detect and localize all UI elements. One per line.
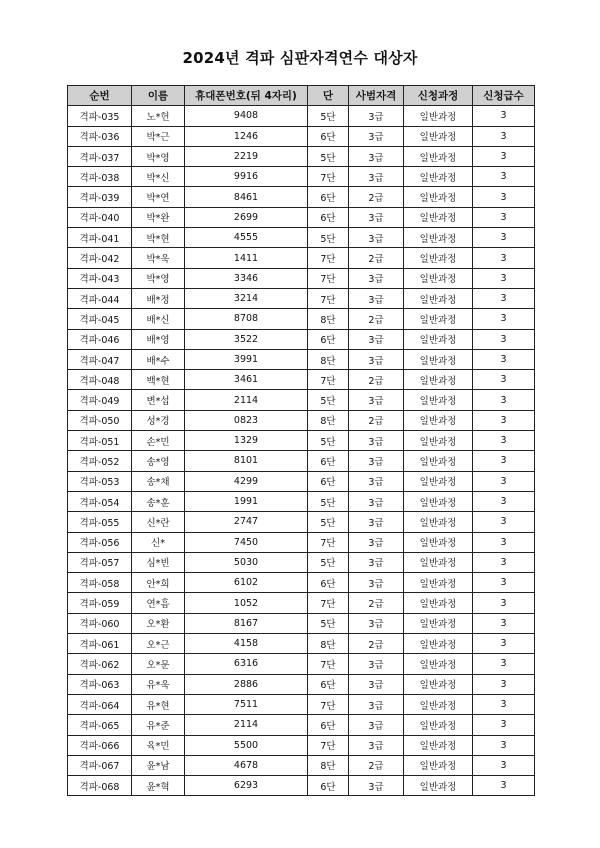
cell-applied-grade: 3 — [473, 755, 535, 775]
table-row — [68, 410, 535, 430]
cell-phone-last4: 2699 — [185, 207, 308, 227]
header-applied-grade: 신청급수 — [473, 86, 535, 106]
cell-serial-number: 격파-068 — [68, 776, 132, 796]
cell-phone-last4: 2886 — [185, 674, 308, 694]
cell-serial-number: 격파-053 — [68, 471, 132, 491]
cell-serial-number: 격파-048 — [68, 370, 132, 390]
cell-serial-number: 격파-047 — [68, 349, 132, 369]
table-row — [68, 288, 535, 308]
table-row — [68, 390, 535, 410]
cell-applied-grade: 3 — [473, 634, 535, 654]
cell-applied-course: 일반과정 — [404, 735, 473, 755]
cell-instructor-qualification: 3급 — [349, 471, 404, 491]
cell-name: 박*근 — [132, 126, 185, 146]
header-row — [68, 86, 535, 106]
cell-instructor-qualification: 3급 — [349, 715, 404, 735]
cell-name: 박*연 — [132, 187, 185, 207]
table-row — [68, 491, 535, 511]
table-row — [68, 187, 535, 207]
cell-name: 배*수 — [132, 349, 185, 369]
cell-serial-number: 격파-050 — [68, 410, 132, 430]
cell-applied-grade: 3 — [473, 512, 535, 532]
cell-dan: 5단 — [308, 146, 349, 166]
cell-applied-course: 일반과정 — [404, 248, 473, 268]
table-body — [68, 106, 535, 796]
cell-phone-last4: 1411 — [185, 248, 308, 268]
cell-dan: 5단 — [308, 552, 349, 572]
cell-applied-course: 일반과정 — [404, 187, 473, 207]
cell-dan: 6단 — [308, 715, 349, 735]
cell-serial-number: 격파-059 — [68, 593, 132, 613]
cell-phone-last4: 8101 — [185, 451, 308, 471]
cell-applied-grade: 3 — [473, 552, 535, 572]
cell-instructor-qualification: 3급 — [349, 654, 404, 674]
cell-instructor-qualification: 2급 — [349, 370, 404, 390]
cell-dan: 7단 — [308, 248, 349, 268]
cell-applied-course: 일반과정 — [404, 715, 473, 735]
cell-dan: 6단 — [308, 674, 349, 694]
cell-dan: 5단 — [308, 228, 349, 248]
cell-applied-grade: 3 — [473, 674, 535, 694]
cell-instructor-qualification: 3급 — [349, 512, 404, 532]
cell-name: 박*영 — [132, 146, 185, 166]
cell-dan: 5단 — [308, 491, 349, 511]
cell-instructor-qualification: 2급 — [349, 410, 404, 430]
cell-name: 육*민 — [132, 735, 185, 755]
cell-name: 안*희 — [132, 573, 185, 593]
cell-name: 유*욱 — [132, 674, 185, 694]
cell-phone-last4: 4299 — [185, 471, 308, 491]
cell-phone-last4: 7450 — [185, 532, 308, 552]
cell-dan: 6단 — [308, 207, 349, 227]
cell-serial-number: 격파-049 — [68, 390, 132, 410]
cell-name: 성*경 — [132, 410, 185, 430]
cell-applied-course: 일반과정 — [404, 431, 473, 451]
cell-applied-grade: 3 — [473, 106, 535, 126]
cell-instructor-qualification: 3급 — [349, 776, 404, 796]
cell-phone-last4: 8167 — [185, 613, 308, 633]
cell-applied-grade: 3 — [473, 167, 535, 187]
cell-name: 배*영 — [132, 329, 185, 349]
cell-applied-grade: 3 — [473, 491, 535, 511]
cell-name: 송*채 — [132, 471, 185, 491]
cell-dan: 6단 — [308, 451, 349, 471]
cell-serial-number: 격파-038 — [68, 167, 132, 187]
cell-applied-course: 일반과정 — [404, 349, 473, 369]
table-row — [68, 248, 535, 268]
cell-dan: 7단 — [308, 654, 349, 674]
table-row — [68, 370, 535, 390]
cell-instructor-qualification: 3급 — [349, 288, 404, 308]
cell-serial-number: 격파-051 — [68, 431, 132, 451]
cell-instructor-qualification: 3급 — [349, 573, 404, 593]
cell-name: 신* — [132, 532, 185, 552]
cell-name: 배*신 — [132, 309, 185, 329]
cell-serial-number: 격파-043 — [68, 268, 132, 288]
cell-applied-grade: 3 — [473, 593, 535, 613]
cell-applied-course: 일반과정 — [404, 167, 473, 187]
cell-applied-grade: 3 — [473, 248, 535, 268]
cell-phone-last4: 3346 — [185, 268, 308, 288]
cell-dan: 7단 — [308, 735, 349, 755]
cell-applied-grade: 3 — [473, 654, 535, 674]
cell-serial-number: 격파-041 — [68, 228, 132, 248]
cell-instructor-qualification: 3급 — [349, 431, 404, 451]
cell-serial-number: 격파-064 — [68, 694, 132, 714]
cell-phone-last4: 0823 — [185, 410, 308, 430]
cell-dan: 6단 — [308, 471, 349, 491]
cell-instructor-qualification: 3급 — [349, 329, 404, 349]
cell-phone-last4: 2114 — [185, 715, 308, 735]
cell-applied-grade: 3 — [473, 187, 535, 207]
cell-serial-number: 격파-065 — [68, 715, 132, 735]
cell-dan: 5단 — [308, 613, 349, 633]
cell-dan: 7단 — [308, 288, 349, 308]
cell-applied-grade: 3 — [473, 370, 535, 390]
table-header — [68, 86, 535, 106]
header-phone-last4: 휴대폰번호(뒤 4자리) — [185, 86, 308, 106]
cell-dan: 8단 — [308, 410, 349, 430]
cell-applied-course: 일반과정 — [404, 228, 473, 248]
cell-serial-number: 격파-058 — [68, 573, 132, 593]
cell-name: 노*헌 — [132, 106, 185, 126]
cell-dan: 6단 — [308, 126, 349, 146]
cell-instructor-qualification: 3급 — [349, 167, 404, 187]
cell-dan: 6단 — [308, 329, 349, 349]
cell-applied-grade: 3 — [473, 613, 535, 633]
cell-instructor-qualification: 3급 — [349, 735, 404, 755]
cell-applied-course: 일반과정 — [404, 552, 473, 572]
header-serial-number: 순번 — [68, 86, 132, 106]
cell-instructor-qualification: 3급 — [349, 146, 404, 166]
cell-applied-grade: 3 — [473, 694, 535, 714]
table-row — [68, 207, 535, 227]
cell-name: 윤*혁 — [132, 776, 185, 796]
cell-serial-number: 격파-039 — [68, 187, 132, 207]
table-row — [68, 715, 535, 735]
cell-applied-course: 일반과정 — [404, 207, 473, 227]
cell-phone-last4: 7511 — [185, 694, 308, 714]
cell-name: 심*빈 — [132, 552, 185, 572]
cell-applied-grade: 3 — [473, 431, 535, 451]
header-name: 이름 — [132, 86, 185, 106]
cell-dan: 7단 — [308, 167, 349, 187]
cell-dan: 8단 — [308, 309, 349, 329]
cell-serial-number: 격파-055 — [68, 512, 132, 532]
cell-phone-last4: 2219 — [185, 146, 308, 166]
cell-phone-last4: 9916 — [185, 167, 308, 187]
cell-phone-last4: 8708 — [185, 309, 308, 329]
table-row — [68, 349, 535, 369]
cell-applied-grade: 3 — [473, 471, 535, 491]
cell-dan: 6단 — [308, 573, 349, 593]
cell-applied-course: 일반과정 — [404, 694, 473, 714]
cell-instructor-qualification: 3급 — [349, 491, 404, 511]
table-row — [68, 755, 535, 775]
table-row — [68, 106, 535, 126]
cell-instructor-qualification: 2급 — [349, 248, 404, 268]
applicant-table — [67, 85, 535, 796]
cell-dan: 7단 — [308, 593, 349, 613]
table-row — [68, 451, 535, 471]
cell-serial-number: 격파-036 — [68, 126, 132, 146]
cell-phone-last4: 1246 — [185, 126, 308, 146]
cell-applied-grade: 3 — [473, 329, 535, 349]
cell-instructor-qualification: 3급 — [349, 228, 404, 248]
cell-phone-last4: 4678 — [185, 755, 308, 775]
table-row — [68, 167, 535, 187]
cell-name: 윤*남 — [132, 755, 185, 775]
table-row — [68, 146, 535, 166]
cell-applied-grade: 3 — [473, 146, 535, 166]
cell-phone-last4: 6293 — [185, 776, 308, 796]
cell-applied-grade: 3 — [473, 268, 535, 288]
cell-serial-number: 격파-062 — [68, 654, 132, 674]
cell-applied-course: 일반과정 — [404, 268, 473, 288]
cell-applied-course: 일반과정 — [404, 593, 473, 613]
cell-applied-course: 일반과정 — [404, 106, 473, 126]
header-instructor-qualification: 사범자격 — [349, 86, 404, 106]
cell-instructor-qualification: 2급 — [349, 755, 404, 775]
cell-phone-last4: 1052 — [185, 593, 308, 613]
cell-phone-last4: 6316 — [185, 654, 308, 674]
cell-serial-number: 격파-054 — [68, 491, 132, 511]
cell-serial-number: 격파-067 — [68, 755, 132, 775]
cell-applied-grade: 3 — [473, 309, 535, 329]
cell-serial-number: 격파-061 — [68, 634, 132, 654]
cell-applied-grade: 3 — [473, 126, 535, 146]
cell-applied-course: 일반과정 — [404, 309, 473, 329]
cell-dan: 7단 — [308, 694, 349, 714]
cell-name: 유*현 — [132, 694, 185, 714]
cell-phone-last4: 4158 — [185, 634, 308, 654]
table-row — [68, 735, 535, 755]
table-row — [68, 613, 535, 633]
cell-instructor-qualification: 3급 — [349, 451, 404, 471]
cell-applied-course: 일반과정 — [404, 370, 473, 390]
cell-applied-grade: 3 — [473, 776, 535, 796]
cell-applied-course: 일반과정 — [404, 288, 473, 308]
cell-dan: 7단 — [308, 532, 349, 552]
table-row — [68, 573, 535, 593]
table-row — [68, 552, 535, 572]
cell-dan: 8단 — [308, 634, 349, 654]
cell-name: 유*준 — [132, 715, 185, 735]
header-dan: 단 — [308, 86, 349, 106]
cell-instructor-qualification: 3급 — [349, 532, 404, 552]
cell-serial-number: 격파-037 — [68, 146, 132, 166]
cell-name: 변*섭 — [132, 390, 185, 410]
cell-instructor-qualification: 2급 — [349, 309, 404, 329]
cell-serial-number: 격파-052 — [68, 451, 132, 471]
cell-applied-course: 일반과정 — [404, 390, 473, 410]
cell-serial-number: 격파-044 — [68, 288, 132, 308]
cell-name: 박*영 — [132, 268, 185, 288]
table-row — [68, 228, 535, 248]
cell-name: 박*욱 — [132, 248, 185, 268]
cell-name: 백*현 — [132, 370, 185, 390]
cell-phone-last4: 1329 — [185, 431, 308, 451]
table-row — [68, 126, 535, 146]
cell-applied-grade: 3 — [473, 573, 535, 593]
cell-instructor-qualification: 3급 — [349, 349, 404, 369]
cell-serial-number: 격파-046 — [68, 329, 132, 349]
cell-applied-grade: 3 — [473, 715, 535, 735]
cell-applied-grade: 3 — [473, 390, 535, 410]
cell-instructor-qualification: 2급 — [349, 634, 404, 654]
cell-applied-course: 일반과정 — [404, 755, 473, 775]
cell-serial-number: 격파-035 — [68, 106, 132, 126]
cell-name: 오*문 — [132, 654, 185, 674]
cell-applied-course: 일반과정 — [404, 451, 473, 471]
cell-applied-course: 일반과정 — [404, 573, 473, 593]
cell-phone-last4: 3522 — [185, 329, 308, 349]
table-row — [68, 593, 535, 613]
cell-dan: 6단 — [308, 776, 349, 796]
cell-instructor-qualification: 3급 — [349, 694, 404, 714]
cell-phone-last4: 3461 — [185, 370, 308, 390]
cell-dan: 7단 — [308, 370, 349, 390]
cell-applied-grade: 3 — [473, 288, 535, 308]
table-row — [68, 329, 535, 349]
cell-phone-last4: 9408 — [185, 106, 308, 126]
table-row — [68, 674, 535, 694]
cell-name: 박*현 — [132, 228, 185, 248]
cell-dan: 8단 — [308, 349, 349, 369]
cell-applied-grade: 3 — [473, 228, 535, 248]
cell-phone-last4: 1991 — [185, 491, 308, 511]
table-row — [68, 654, 535, 674]
cell-phone-last4: 3214 — [185, 288, 308, 308]
cell-applied-grade: 3 — [473, 532, 535, 552]
cell-name: 박*신 — [132, 167, 185, 187]
cell-instructor-qualification: 3급 — [349, 613, 404, 633]
table-row — [68, 471, 535, 491]
cell-applied-course: 일반과정 — [404, 471, 473, 491]
cell-applied-course: 일반과정 — [404, 491, 473, 511]
cell-applied-course: 일반과정 — [404, 329, 473, 349]
cell-phone-last4: 5500 — [185, 735, 308, 755]
cell-applied-course: 일반과정 — [404, 613, 473, 633]
cell-applied-course: 일반과정 — [404, 512, 473, 532]
document-title: 2024년 격파 심판자격연수 대상자 — [182, 49, 418, 67]
cell-serial-number: 격파-042 — [68, 248, 132, 268]
cell-phone-last4: 6102 — [185, 573, 308, 593]
table-row — [68, 431, 535, 451]
cell-serial-number: 격파-057 — [68, 552, 132, 572]
cell-applied-grade: 3 — [473, 207, 535, 227]
cell-instructor-qualification: 3급 — [349, 268, 404, 288]
cell-applied-course: 일반과정 — [404, 654, 473, 674]
table-row — [68, 309, 535, 329]
cell-serial-number: 격파-040 — [68, 207, 132, 227]
cell-instructor-qualification: 3급 — [349, 126, 404, 146]
cell-instructor-qualification: 3급 — [349, 106, 404, 126]
cell-phone-last4: 3991 — [185, 349, 308, 369]
cell-dan: 5단 — [308, 390, 349, 410]
cell-dan: 5단 — [308, 106, 349, 126]
cell-applied-course: 일반과정 — [404, 532, 473, 552]
cell-name: 손*민 — [132, 431, 185, 451]
cell-dan: 8단 — [308, 755, 349, 775]
cell-instructor-qualification: 3급 — [349, 207, 404, 227]
cell-phone-last4: 2114 — [185, 390, 308, 410]
cell-name: 배*정 — [132, 288, 185, 308]
cell-serial-number: 격파-063 — [68, 674, 132, 694]
cell-phone-last4: 4555 — [185, 228, 308, 248]
cell-name: 오*근 — [132, 634, 185, 654]
table-row — [68, 634, 535, 654]
cell-name: 송*영 — [132, 451, 185, 471]
cell-applied-course: 일반과정 — [404, 634, 473, 654]
cell-instructor-qualification: 2급 — [349, 187, 404, 207]
table-row — [68, 694, 535, 714]
cell-instructor-qualification: 2급 — [349, 593, 404, 613]
header-applied-course: 신청과정 — [404, 86, 473, 106]
cell-serial-number: 격파-056 — [68, 532, 132, 552]
cell-name: 신*란 — [132, 512, 185, 532]
cell-dan: 5단 — [308, 512, 349, 532]
cell-dan: 7단 — [308, 268, 349, 288]
table-row — [68, 268, 535, 288]
cell-phone-last4: 2747 — [185, 512, 308, 532]
cell-applied-grade: 3 — [473, 451, 535, 471]
cell-name: 박*완 — [132, 207, 185, 227]
cell-applied-course: 일반과정 — [404, 410, 473, 430]
table-row — [68, 512, 535, 532]
cell-applied-grade: 3 — [473, 735, 535, 755]
cell-phone-last4: 8461 — [185, 187, 308, 207]
cell-instructor-qualification: 3급 — [349, 552, 404, 572]
cell-dan: 5단 — [308, 431, 349, 451]
cell-dan: 6단 — [308, 187, 349, 207]
cell-phone-last4: 5030 — [185, 552, 308, 572]
cell-name: 송*훈 — [132, 491, 185, 511]
cell-instructor-qualification: 3급 — [349, 390, 404, 410]
cell-applied-grade: 3 — [473, 410, 535, 430]
cell-serial-number: 격파-045 — [68, 309, 132, 329]
cell-name: 연*흠 — [132, 593, 185, 613]
cell-name: 오*환 — [132, 613, 185, 633]
table-row — [68, 532, 535, 552]
cell-applied-course: 일반과정 — [404, 146, 473, 166]
cell-serial-number: 격파-060 — [68, 613, 132, 633]
cell-applied-grade: 3 — [473, 349, 535, 369]
table-row — [68, 776, 535, 796]
cell-applied-course: 일반과정 — [404, 126, 473, 146]
cell-applied-course: 일반과정 — [404, 776, 473, 796]
cell-instructor-qualification: 3급 — [349, 674, 404, 694]
cell-serial-number: 격파-066 — [68, 735, 132, 755]
cell-applied-course: 일반과정 — [404, 674, 473, 694]
